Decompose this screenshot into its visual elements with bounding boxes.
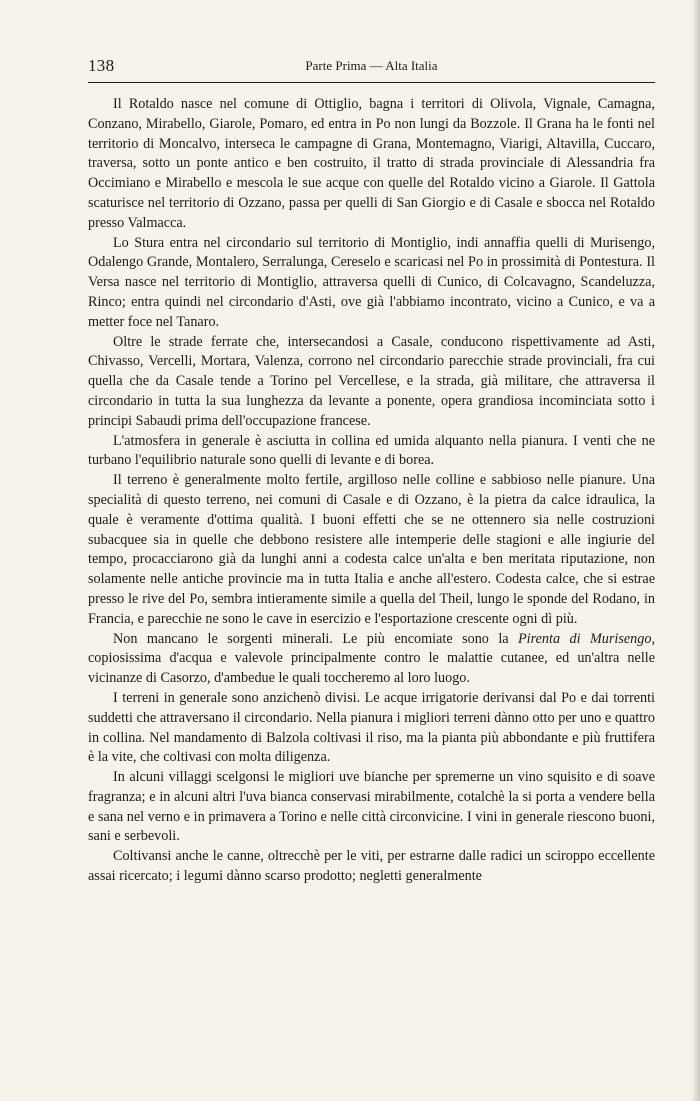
paragraph-text: I terreni in generale sono anzichenò divisi. Le acque irrigatorie derivansi dal Po e dai torrenti suddetti che attraversano il circondario. Nella pianura i migliori terreni dànno otto per uno e quattro in collina. Nel mandamento di Balzola coltivasi il riso, ma la pianta più abbondante e più fruttifera è la vite, che coltivasi con molta diligenza. [88, 689, 655, 766]
paragraph-text: Il Rotaldo nasce nel comune di Ottiglio, bagna i territori di Olivola, Vignale, Camagna, Conzano, Mirabello, Giarole, Pomaro, ed entra in Po non lungi da Bozzole. Il Grana ha le fonti nel territorio di Moncalvo, interseca le campagne di Grana, Montemagno, Viarigi, Altavilla, Cuccaro, traversa, sotto un ponte antico e ben costruito, il tratto di strada provinciale di Alessandria fra Occimiano e Mirabello e mescola le sue acque con quelle del Rotaldo vicino a Giarole. Il Gattola scaturisce nel territorio di Ozzano, passa per quelli di San Giorgio e di Casale e sbocca nel Rotaldo presso Valmacca. [88, 96, 655, 231]
paragraph [88, 630, 655, 689]
paragraph [88, 847, 655, 887]
paragraph [88, 432, 655, 472]
page-header [88, 54, 655, 78]
body-text [88, 95, 655, 887]
paragraph-text: , copiosissima d'acqua e valevole principalmente contro le malattie cutanee, ed un'altra nelle vicinanze di Casorzo, d'ambedue le quali toccheremo al loro luogo. [88, 630, 655, 687]
paragraph [88, 768, 655, 847]
italic-text: Pirenta di Murisengo [518, 630, 652, 647]
page-edge-shadow [692, 0, 700, 1101]
paragraph-text: Coltivansi anche le canne, oltrecchè per le viti, per estrarne dalle radici un sciroppo eccellente assai ricercato; i legumi dànno scarso prodotto; negletti generalmente [88, 848, 655, 885]
paragraph [88, 471, 655, 629]
paragraph [88, 95, 655, 234]
paragraph-text: Lo Stura entra nel circondario sul territorio di Montiglio, indi annaffia quelli di Murisengo, Odalengo Grande, Montalero, Serralunga, Cereselo e scaricasi nel Po in prossimità di Pontestura. Il Versa nasce nel territorio di Montiglio, attraversa quelli di Cunico, di Colcavagno, Scandeluzza, Rinco; entra quindi nel circondario d'Asti, ove già l'abbiamo incontrato, vicino a Cunico, e va a metter foce nel Tanaro. [88, 234, 655, 330]
page-number: 138 [88, 56, 115, 75]
paragraph-text: Oltre le strade ferrate che, intersecandosi a Casale, conducono rispettivamente ad Asti, Chivasso, Vercelli, Mortara, Valenza, corrono nel circondario parecchie strade provinciali, fra cui quella che da Casale tende a Torino pel Vercellese, e la strada, già militare, che attraversa il circondario in tutta la sua lunghezza da levante a ponente, opera grandiosa incominciata sotto i principi Sabaudi prima dell'occupazione francese. [88, 333, 655, 429]
paragraph-text: Non mancano le sorgenti minerali. Le più encomiate sono la [113, 630, 519, 647]
paragraph [88, 333, 655, 432]
paragraph-text: L'atmosfera in generale è asciutta in collina ed umida alquanto nella pianura. I venti che ne turbano l'equilibrio naturale sono quelli di levante e di borea. [88, 432, 655, 469]
paragraph-text: Il terreno è generalmente molto fertile, argilloso nelle colline e sabbioso nelle pianure. Una specialità di questo terreno, nei comuni di Casale e di Ozzano, è la pietra da calce idraulica, la quale è veramente d'ottima qualità. I buoni effetti che se ne ottennero sia nelle costruzioni subacquee sia in quelle che debbono resistere alle intemperie delle stagioni e alle ingiurie del tempo, procacciarono già da lunghi anni a codesta calce un'alta e ben meritata riputazione, non solamente nelle antiche provincie ma in tutta Italia e anche all'estero. Codesta calce, che si estrae presso le rive del Po, sembra intieramente simile a quella del Theil, lungo le sponde del Rodano, in Francia, e parecchie ne sono le cave in esercizio e l'esportazione crescente ogni dì più. [88, 472, 655, 627]
header-rule [88, 82, 655, 83]
paragraph-text: In alcuni villaggi scelgonsi le migliori uve bianche per spremerne un vino squisito e di soave fragranza; e in alcuni altri l'uva bianca conservasi mirabilmente, cotalchè la si porta a vendere bella e sana nel verno e in primavera a Torino e nelle città circonvicine. I vini in generale riescono buoni, sani e serbevoli. [88, 769, 655, 845]
paragraph [88, 689, 655, 768]
paragraph [88, 234, 655, 333]
running-title: Parte Prima — Alta Italia [305, 58, 438, 73]
